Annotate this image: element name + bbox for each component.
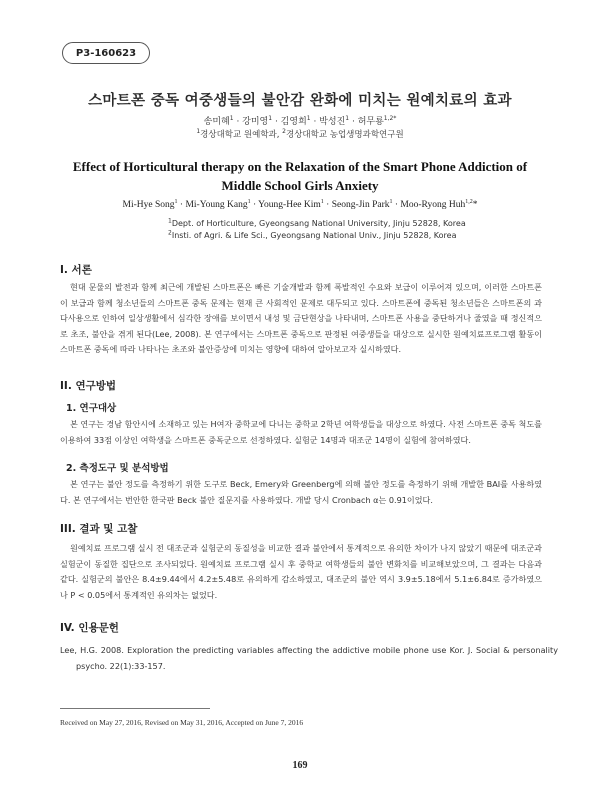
affil-text: Insti. of Agri. & Life Sci., Gyeongsang National Univ., Jinju 52828, Korea xyxy=(171,230,457,240)
author-name: Mi-Hye Song xyxy=(122,200,175,210)
author-name: · Young-Hee Kim xyxy=(250,200,321,210)
author-name: · Moo-Ryong Huh xyxy=(392,200,466,210)
author-name: 송미혜 xyxy=(203,117,230,127)
footnote-divider xyxy=(60,708,210,709)
corresponding-mark: * xyxy=(393,115,397,122)
author-affil-mark: 1 xyxy=(306,115,311,122)
intro-heading: I. 서론 xyxy=(60,264,92,276)
english-authors xyxy=(0,200,600,210)
korean-authors xyxy=(0,114,600,127)
subjects-heading: 1. 연구대상 xyxy=(66,403,117,414)
author-affil-mark xyxy=(384,115,397,122)
results-heading: III. 결과 및 고찰 xyxy=(60,523,138,535)
methods-heading: II. 연구방법 xyxy=(60,380,117,392)
korean-affiliation xyxy=(0,128,600,140)
subjects-paragraph: 본 연구는 경남 함안시에 소재하고 있는 H여자 중학교에 다니는 중학교 2학년 여학생들을 대상으로 하였다. 사전 스마트폰 중독 척도를 이용하여 33점 이상인 여학생을 스마트폰 중독군으로 선정하였다. 실험군 14명과 대조군 14명이 실험에 참여하였다. xyxy=(60,419,542,445)
affil-line-2 xyxy=(168,230,466,242)
author-affil-mark xyxy=(465,199,473,205)
affil-text: Dept. of Horticulture, Gyeongsang National University, Jinju 52828, Korea xyxy=(171,219,466,228)
corresponding-mark: * xyxy=(472,200,478,210)
results-paragraph: 원예치료 프로그램 실시 전 대조군과 실험군의 동질성을 비교한 결과 불안에서 통계적으로 유의한 차이가 나지 않았기 때문에 대조군과 실험군이 동질한 집단으로 조사되었다. 원예치료 프로그램 실시 후 중학교 여학생들의 불안 변화치를 비교해보았으며, 그 결과는 다음과 같다. 실험군의 불안은 8.4±9.44에서 4.2±5.48로 유의하게 감소하였고, 대조군의 불안 역시 3.9±5.18에서 5.1±6.84로 증가하였으나 P < 0.05에서 통계적인 유의차는 없었다. xyxy=(60,543,542,600)
affil-mark: 1 xyxy=(168,217,172,225)
author-affil-mark: 1 xyxy=(320,198,324,205)
affil-mark: 1 xyxy=(196,128,201,136)
references-heading: IV. 인용문헌 xyxy=(60,622,119,634)
page-number: 169 xyxy=(292,760,308,771)
english-affiliation xyxy=(168,218,466,241)
author-affil-mark: 1 xyxy=(174,198,178,205)
author-name: · 김영희 xyxy=(274,117,307,127)
author-name: · 허무룡 xyxy=(351,117,384,127)
affil-numbers: 1,2 xyxy=(383,115,394,122)
author-affil-mark: 1 xyxy=(247,198,251,205)
author-affil-mark: 1 xyxy=(268,115,273,122)
affil-mark: 2 xyxy=(168,228,172,236)
measures-heading: 2. 측정도구 및 분석방법 xyxy=(66,463,169,474)
affil-text: 경상대학교 원예학과, xyxy=(200,130,283,140)
paper-code-badge: P3-160623 xyxy=(62,42,150,64)
intro-paragraph: 현대 문물의 발전과 함께 최근에 개발된 스마트폰은 빠른 기술개발과 함께 폭발적인 수요와 보급이 이루어져 있으며, 이러한 스마트폰이 보급과 함께 청소년들의 스마트폰 중독 문제는 현재 큰 사회적인 문제로 대두되고 있다. 스마트폰에 중독된 청소년들은 스마트폰의 과다사용으로 인하여 일상생활에서 심각한 장애를 보이면서 내성 및 금단현상을 나타내며, 스마트폰 사용을 중단하거나 줄였을 때 정신적으로 초조, 불안을 겪게 된다(Lee, 2008). 본 연구에서는 스마트폰 중독으로 판정된 여중생들을 대상으로 실시한 원예치료프로그램 활동이 스마트폰 중독에 따라 나타나는 초조와 불안증상에 미치는 영향에 대하여 알아보고자 실시하였다. xyxy=(60,282,542,355)
reference-item: Lee, H.G. 2008. Exploration the predicting variables affecting the addictive mobile phone use Kor. J. Social & personality psycho. 22(1):33-157. xyxy=(60,645,558,671)
author-name: · 강미영 xyxy=(236,117,269,127)
affil-line-1 xyxy=(168,218,466,230)
korean-title: 스마트폰 중독 여중생들의 불안감 완화에 미치는 원예치료의 효과 xyxy=(88,93,512,109)
author-affil-mark: 1 xyxy=(229,115,234,122)
received-dates-footnote: Received on May 27, 2016, Revised on May 31, 2016, Accepted on June 7, 2016 xyxy=(60,718,304,727)
author-affil-mark: 1 xyxy=(389,198,393,205)
author-name: · Mi-Young Kang xyxy=(177,200,248,210)
author-affil-mark: 1 xyxy=(345,115,350,122)
author-name: · 박성진 xyxy=(313,117,346,127)
affil-numbers: 1,2 xyxy=(465,198,473,205)
english-title: Effect of Horticultural therapy on the Relaxation of the Smart Phone Addiction of Middle School Girls Anxiety xyxy=(72,159,528,193)
affil-text: 경상대학교 농업생명과학연구원 xyxy=(286,130,404,140)
affil-mark: 2 xyxy=(282,128,286,136)
measures-paragraph: 본 연구는 불안 정도를 측정하기 위한 도구로 Beck, Emery와 Greenberg에 의해 불안 정도를 측정하기 위해 개발한 BAI를 사용하였다. 본 연구에서는 번안한 한국판 Beck 불안 질문지를 사용하였다. 개발 당시 Cronbach α는 0.91이었다. xyxy=(60,479,542,505)
author-name: · Seong-Jin Park xyxy=(323,200,390,210)
